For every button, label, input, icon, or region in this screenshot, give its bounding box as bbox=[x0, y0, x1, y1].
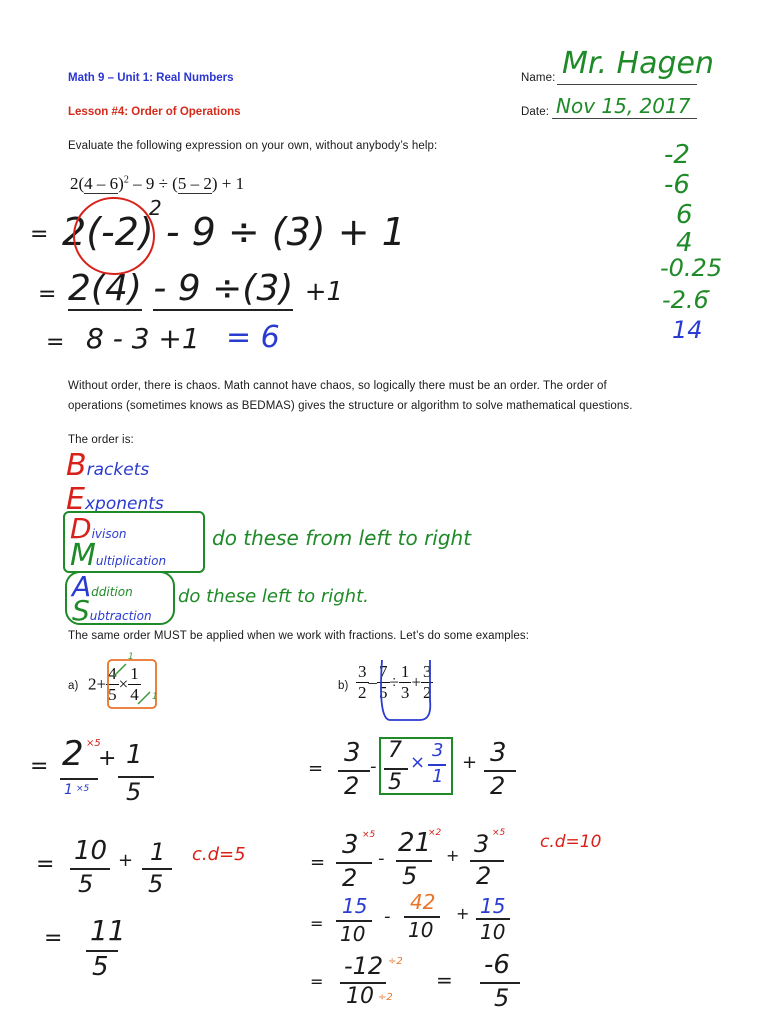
b-s2-n3: 3 bbox=[474, 830, 490, 858]
b-eq-1: = bbox=[308, 758, 324, 779]
order-word: ultiplication bbox=[95, 554, 167, 568]
b-s3-n2: 42 bbox=[410, 890, 436, 914]
b-s1-times: × bbox=[410, 752, 426, 773]
order-word: rackets bbox=[86, 460, 150, 480]
cancel-top: 1 bbox=[128, 652, 134, 662]
num: 7 bbox=[379, 662, 388, 681]
date-label: Date: bbox=[521, 106, 549, 118]
order-word: ubtraction bbox=[89, 609, 152, 623]
b-s3-n3: 15 bbox=[480, 894, 506, 918]
b-s1-n4: 3 bbox=[490, 738, 507, 768]
den: 2 bbox=[358, 683, 367, 702]
b-s1-minus: - bbox=[370, 756, 377, 777]
b-s1-d4: 2 bbox=[490, 772, 506, 800]
b-s1-d2: 5 bbox=[388, 770, 402, 795]
instruction-text: Evaluate the following expression on your own, without anybody’s help: bbox=[68, 140, 438, 152]
a-step1-d2: 5 bbox=[126, 778, 142, 806]
order-letter: E bbox=[66, 482, 85, 517]
expr-exponent: 2 bbox=[123, 174, 129, 186]
order-letter: D bbox=[70, 512, 92, 545]
b-s2-m2: ×2 bbox=[428, 828, 442, 838]
b-s1-n3: 3 bbox=[432, 740, 444, 761]
a-step2-n2: 1 bbox=[150, 838, 166, 866]
b-s3-n1: 15 bbox=[342, 894, 368, 918]
date-value: Nov 15, 2017 bbox=[556, 94, 691, 118]
example-b-label: b) bbox=[338, 680, 349, 692]
expr-part: – 9 ÷ ( bbox=[128, 174, 178, 193]
a-step3-d1: 5 bbox=[92, 952, 109, 982]
work-coef: 2 bbox=[62, 210, 87, 254]
a-step1-mtop: ×5 bbox=[86, 738, 101, 749]
name-label: Name: bbox=[521, 72, 556, 84]
expr-part: ) + 1 bbox=[211, 174, 245, 193]
example-a-label: a) bbox=[68, 680, 79, 692]
a-step3-n1: 11 bbox=[90, 914, 126, 947]
b-s4-eq2: = bbox=[436, 968, 453, 992]
side-answer: 6 bbox=[676, 200, 693, 230]
b-s1-d1: 2 bbox=[344, 772, 360, 800]
b-s2-minus: - bbox=[378, 848, 385, 869]
b-s4-d1: 10 bbox=[346, 984, 374, 1009]
a-step2-n1: 10 bbox=[74, 836, 108, 866]
order-word: ivison bbox=[91, 527, 127, 541]
b-s2-d3: 2 bbox=[476, 862, 492, 890]
chaos-line-1: Without order, there is chaos. Math cannot have chaos, so logically there must be an order. The order of bbox=[68, 380, 607, 392]
b-s4-m-bot: ÷2 bbox=[378, 992, 393, 1003]
work-eq-3: = bbox=[46, 330, 65, 355]
b-s1-n1: 3 bbox=[344, 738, 361, 768]
side-answer: -2.6̄ bbox=[662, 286, 709, 314]
b-eq-2: = bbox=[310, 852, 326, 873]
b-green-box bbox=[380, 738, 452, 794]
a-step1-d1: 1 bbox=[64, 782, 73, 798]
side-answer: 4 bbox=[676, 228, 693, 258]
b-s4-m-top: ÷2 bbox=[388, 956, 403, 967]
expr-part: ) bbox=[118, 174, 124, 193]
lesson-title: Lesson #4: Order of Operations bbox=[68, 106, 241, 118]
work-line-3: 8 - 3 +1 bbox=[86, 322, 200, 355]
ex-b-div: ÷ bbox=[389, 672, 399, 692]
b-s2-d2: 5 bbox=[402, 862, 418, 890]
b-s2-note: c.d=10 bbox=[540, 832, 602, 852]
side-answer: -0.25 bbox=[660, 254, 723, 282]
b-s2-m1: ×5 bbox=[362, 830, 376, 840]
ex-a-op: × bbox=[118, 674, 129, 694]
a-step1-n2: 1 bbox=[126, 740, 143, 770]
num: 3 bbox=[422, 662, 432, 681]
work-product: 2(4) bbox=[68, 268, 142, 309]
b-s4-n1: -12 bbox=[344, 952, 384, 980]
a-step2-note: c.d=5 bbox=[192, 844, 246, 865]
b-s4-n2: -6 bbox=[484, 950, 510, 980]
fractions-intro: The same order MUST be applied when we work with fractions. Let’s do some examples: bbox=[68, 630, 530, 642]
b-s2-d1: 2 bbox=[342, 864, 358, 892]
b-eq-3: = bbox=[310, 914, 324, 933]
work-exponent: 2 bbox=[149, 196, 162, 220]
order-letter: S bbox=[72, 594, 90, 627]
dm-note: do these from left to right bbox=[212, 526, 472, 550]
name-value: Mr. Hagen bbox=[562, 46, 714, 81]
work-eq-2: = bbox=[38, 282, 57, 307]
b-s3-d2: 10 bbox=[408, 918, 434, 942]
a-step1-n1: 2 bbox=[62, 734, 84, 774]
a-eq-2: = bbox=[36, 852, 55, 877]
num: 1 bbox=[400, 662, 410, 681]
ex-b-plus: + bbox=[411, 672, 421, 692]
a-step1-plus: + bbox=[98, 746, 117, 771]
b-s1-n2: 7 bbox=[388, 738, 402, 763]
b-s2-n1: 3 bbox=[342, 830, 359, 860]
a-eq-3: = bbox=[44, 926, 63, 951]
order-label: The order is: bbox=[68, 434, 134, 446]
b-s3-d3: 10 bbox=[480, 920, 506, 944]
b-s1-d3: 1 bbox=[432, 766, 444, 787]
a-step2-d1: 5 bbox=[78, 870, 94, 898]
b-s2-n2: 21 bbox=[398, 828, 432, 858]
as-note: do these left to right. bbox=[178, 586, 369, 607]
den: 4 bbox=[130, 685, 139, 704]
num: 4 bbox=[108, 664, 117, 683]
b-s2-plus: + bbox=[446, 846, 460, 865]
order-word: xponents bbox=[84, 494, 164, 514]
a-step1-mbot: ×5 bbox=[76, 784, 90, 794]
chaos-line-2: operations (sometimes knows as BEDMAS) gives the structure or algorithm to solve mathematical questions. bbox=[68, 400, 633, 412]
side-answer: 14 bbox=[672, 316, 703, 344]
den: 5 bbox=[108, 685, 117, 704]
course-title: Math 9 – Unit 1: Real Numbers bbox=[68, 72, 234, 84]
work-eq-1: = bbox=[30, 222, 49, 247]
num: 1 bbox=[130, 664, 139, 683]
den: 2 bbox=[422, 683, 432, 702]
work-rest: - 9 ÷ (3) + 1 bbox=[165, 210, 406, 254]
side-answer: -6 bbox=[664, 170, 690, 200]
b-s3-minus: - bbox=[384, 906, 391, 927]
work-bracket: (-2) bbox=[86, 210, 154, 254]
a-step2-plus: + bbox=[118, 850, 134, 871]
expr-part: 2( bbox=[70, 174, 85, 193]
b-s1-plus: + bbox=[462, 752, 478, 773]
expr-bracket-2: 5 – 2 bbox=[177, 174, 212, 193]
cancel-bot: 1 bbox=[152, 692, 158, 702]
b-eq-4: = bbox=[310, 972, 324, 991]
order-letter: A bbox=[72, 570, 92, 603]
b-s3-plus: + bbox=[456, 904, 470, 923]
a-step2-d2: 5 bbox=[148, 870, 164, 898]
ex-b-minus: – bbox=[368, 672, 377, 692]
b-s2-m3: ×5 bbox=[492, 828, 506, 838]
work-answer: = 6 bbox=[226, 320, 280, 355]
work-plus: +1 bbox=[304, 277, 344, 307]
b-s4-d2: 5 bbox=[494, 984, 510, 1012]
work-division: - 9 ÷(3) bbox=[153, 268, 294, 309]
order-letter: B bbox=[66, 448, 87, 483]
den: 3 bbox=[400, 683, 410, 702]
den: 5 bbox=[379, 683, 388, 702]
expr-bracket-1: 4 – 6 bbox=[84, 174, 119, 193]
order-word: ddition bbox=[91, 585, 133, 599]
side-answer: -2 bbox=[664, 140, 690, 170]
num: 3 bbox=[358, 662, 367, 681]
ex-a-lead: 2+ bbox=[88, 674, 107, 694]
b-s3-d1: 10 bbox=[340, 922, 366, 946]
a-eq-1: = bbox=[30, 754, 49, 779]
order-letter: M bbox=[70, 538, 96, 573]
